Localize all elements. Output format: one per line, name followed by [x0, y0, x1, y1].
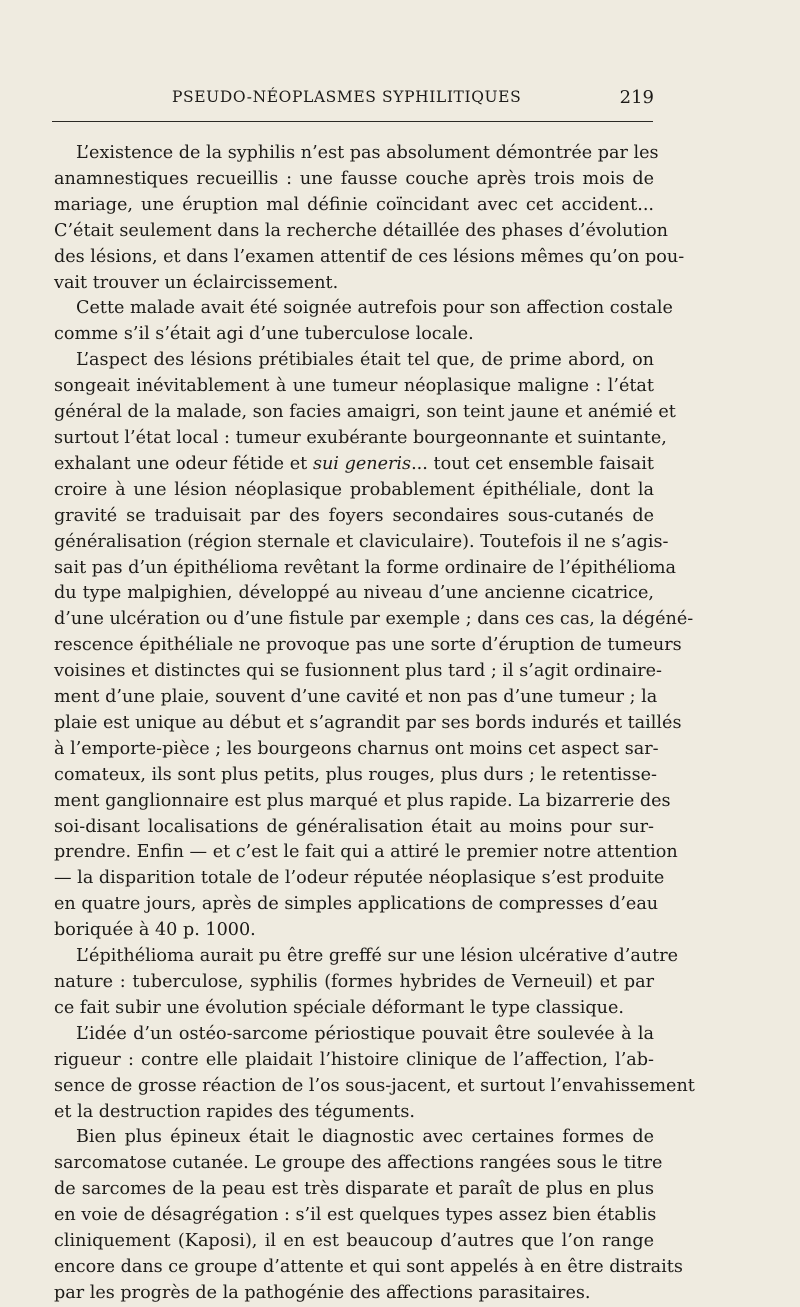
- paragraph-3: [54, 348, 694, 944]
- text-line: sait pas d’un épithélioma revêtant la forme ordinaire de l’épithélioma: [54, 557, 677, 578]
- text-line: comateux, ils sont plus petits, plus rouges, plus durs ; le retentisse-: [54, 764, 657, 785]
- text-line: en voie de désagrégation : s’il est quelques types assez bien établis: [54, 1205, 657, 1226]
- text-line: mariage, une éruption mal définie coïncidant avec cet accident...: [54, 194, 654, 215]
- text-line: plaie est unique au début et s’agrandit par ses bords indurés et taillés: [54, 712, 682, 733]
- text-line: boriquée à 40 p. 1000.: [54, 920, 256, 941]
- text-line: Bien plus épineux était le diagnostic avec certaines formes de: [76, 1127, 654, 1148]
- text-line: sence de grosse réaction de l’os sous-jacent, et surtout l’envahissement: [54, 1075, 695, 1096]
- paragraph-2: [54, 296, 673, 348]
- text-line: sarcomatose cutanée. Le groupe des affections rangées sous le titre: [54, 1153, 663, 1174]
- text-line: ce fait subir une évolution spéciale déformant le type classique.: [54, 997, 625, 1018]
- text-line: du type malpighien, développé au niveau d’une ancienne cicatrice,: [54, 583, 654, 604]
- running-title: PSEUDO-NÉOPLASMES SYPHILITIQUES: [172, 88, 522, 106]
- text-line: ment d’une plaie, souvent d’une cavité et non pas d’une tumeur ; la: [54, 687, 658, 708]
- text-line: nature : tuberculose, syphilis (formes hybrides de Verneuil) et par: [54, 972, 654, 992]
- page-number: 219: [619, 87, 654, 108]
- header-rule: [52, 121, 653, 122]
- text-line: songeait inévitablement à une tumeur néoplasique maligne : l’état: [54, 376, 654, 397]
- paragraph-4: [54, 944, 679, 1022]
- text-line: C’était seulement dans la recherche détaillée des phases d’évolution: [54, 220, 668, 241]
- body-text: [54, 141, 695, 1307]
- text-line: rigueur : contre elle plaidait l’histoire clinique de l’affection, l’ab-: [54, 1049, 654, 1070]
- text-line: rescence épithéliale ne provoque pas une sorte d’éruption de tumeurs: [54, 635, 682, 656]
- text-line: gravité se traduisait par des foyers secondaires sous-cutanés de: [54, 505, 654, 526]
- text-line: croire à une lésion néoplasique probablement épithéliale, dont la: [54, 479, 654, 500]
- text-line: en quatre jours, après de simples applications de compresses d’eau: [54, 894, 659, 915]
- text-line: d’une ulcération ou d’une fistule par exemple ; dans ces cas, la dégéné-: [54, 609, 694, 630]
- text-line: L’existence de la syphilis n’est pas absolument démontrée par les: [76, 143, 659, 163]
- text-line: L’aspect des lésions prétibiales était tel que, de prime abord, on: [76, 350, 654, 371]
- text-line: et la destruction rapides des téguments.: [54, 1101, 415, 1122]
- text-line: Cette malade avait été soignée autrefois pour son affection costale: [76, 298, 673, 319]
- text-line: soi-disant localisations de généralisation était au moins pour sur-: [54, 816, 654, 837]
- text-line: vait trouver un éclaircissement.: [54, 272, 339, 293]
- text-line: général de la malade, son facies amaigri, son teint jaune et anémié et: [54, 402, 676, 423]
- text-line: cliniquement (Kaposi), il en est beaucoup d’autres que l’on range: [54, 1231, 654, 1252]
- text-line: L’épithélioma aurait pu être greffé sur une lésion ulcérative d’autre: [76, 946, 679, 967]
- text-line: comme s’il s’était agi d’une tuberculose locale.: [54, 324, 474, 345]
- text-line: encore dans ce groupe d’attente et qui sont appelés à en être distraits: [54, 1256, 683, 1277]
- running-head: [52, 88, 654, 112]
- text-line: exhalant une odeur fétide et sui generis... tout cet ensemble faisait: [54, 453, 654, 474]
- text-line: surtout l’état local : tumeur exubérante bourgeonnante et suintante,: [54, 427, 667, 448]
- paragraph-5: [54, 1022, 695, 1126]
- paragraph-1: [54, 141, 685, 296]
- text-line: à l’emporte-pièce ; les bourgeons charnus ont moins cet aspect sar-: [54, 738, 659, 759]
- text-line: des lésions, et dans l’examen attentif de ces lésions mêmes qu’on pou-: [54, 246, 685, 267]
- text-line: L’idée d’un ostéo-sarcome périostique pouvait être soulevée à la: [76, 1023, 654, 1044]
- text-line: par les progrès de la pathogénie des affections parasitaires.: [54, 1282, 591, 1303]
- text-line: anamnestiques recueillis : une fausse couche après trois mois de: [54, 168, 654, 189]
- text-line: — la disparition totale de l’odeur réputée néoplasique s’est produite: [54, 868, 665, 889]
- text-line: généralisation (région sternale et claviculaire). Toutefois il ne s’agis-: [54, 531, 669, 552]
- text-line: de sarcomes de la peau est très disparate et paraît de plus en plus: [54, 1179, 654, 1200]
- italic-phrase: sui generis: [312, 453, 412, 474]
- text-line: prendre. Enfin — et c’est le fait qui a attiré le premier notre attention: [54, 842, 678, 863]
- text-line: voisines et distinctes qui se fusionnent plus tard ; il s’agit ordinaire-: [54, 661, 662, 682]
- text-line: ment ganglionnaire est plus marqué et plus rapide. La bizarrerie des: [54, 790, 671, 811]
- paragraph-6: [54, 1125, 683, 1306]
